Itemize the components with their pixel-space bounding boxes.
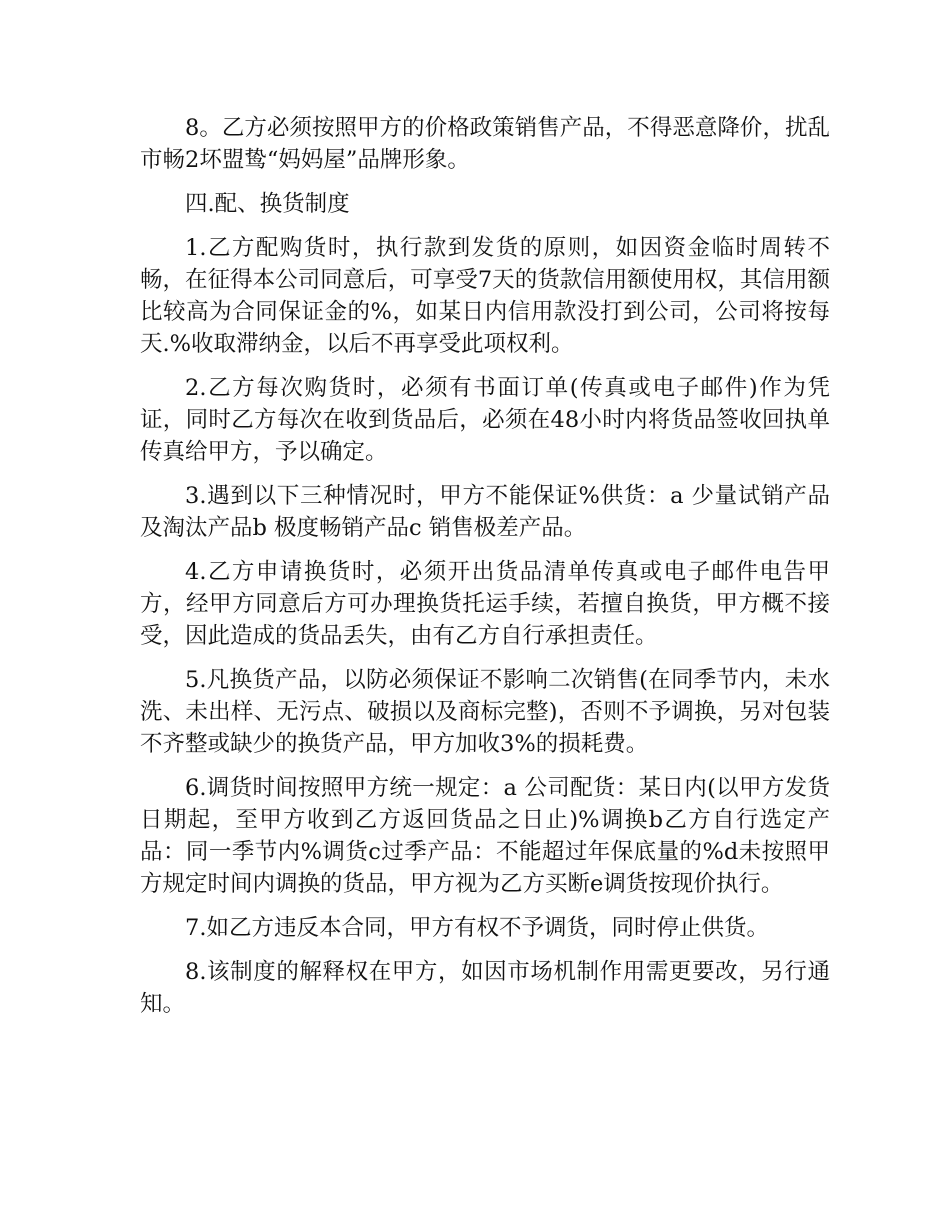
clause-3-supply: 3.遇到以下三种情况时，甲方不能保证%供货：a 少量试销产品及淘汰产品b 极度畅销产品c 销售极差产品。 xyxy=(140,483,830,541)
clause-7-violation: 7.如乙方违反本合同，甲方有权不予调货，同时停止供货。 xyxy=(185,915,769,941)
section-heading-exchange: 四.配、换货制度 xyxy=(185,191,350,217)
clause-1-purchase: 1.乙方配购货时，执行款到发货的原则，如因资金临时周转不畅，在征得本公司同意后，可享受7天的货款信用额使用权，其信用额比较高为合同保证金的%，如某日内信用款没打到公司，公司将按每天.%收取滞纳金，以后不再享受此项权利。 xyxy=(140,235,830,357)
clause-5-exchange-condition: 5.凡换货产品，以防必须保证不影响二次销售(在同季节内，未水洗、未出样、无污点、破损以及商标完整)，否则不予调换，另对包装不齐整或缺少的换货产品，甲方加收3%的损耗费。 xyxy=(140,667,830,757)
clause-8-interpretation: 8.该制度的解释权在甲方，如因市场机制作用需更要改，另行通知。 xyxy=(140,959,830,1017)
clause-6-exchange-time: 6.调货时间按照甲方统一规定：a 公司配货：某日内(以甲方发货日期起，至甲方收到乙方返回货品之日止)%调换b乙方自行选定产品：同一季节内%调货c过季产品：不能超过年保底量的%d未按照甲方规定时间内调换的货品，甲方视为乙方买断e调货按现价执行。 xyxy=(140,775,830,897)
document-page xyxy=(140,112,830,1032)
clause-8-pricing: 8。乙方必须按照甲方的价格政策销售产品，不得恶意降价，扰乱市畅2坏盟鸷“妈妈屋”品牌形象。 xyxy=(140,115,830,173)
clause-4-exchange-request: 4.乙方申请换货时，必须开出货品清单传真或电子邮件电告甲方，经甲方同意后方可办理换货托运手续，若擅自换货，甲方概不接受，因此造成的货品丢失，由有乙方自行承担责任。 xyxy=(140,559,830,649)
clause-2-order: 2.乙方每次购货时，必须有书面订单(传真或电子邮件)作为凭证，同时乙方每次在收到货品后，必须在48小时内将货品签收回执单传真给甲方，予以确定。 xyxy=(140,375,830,465)
